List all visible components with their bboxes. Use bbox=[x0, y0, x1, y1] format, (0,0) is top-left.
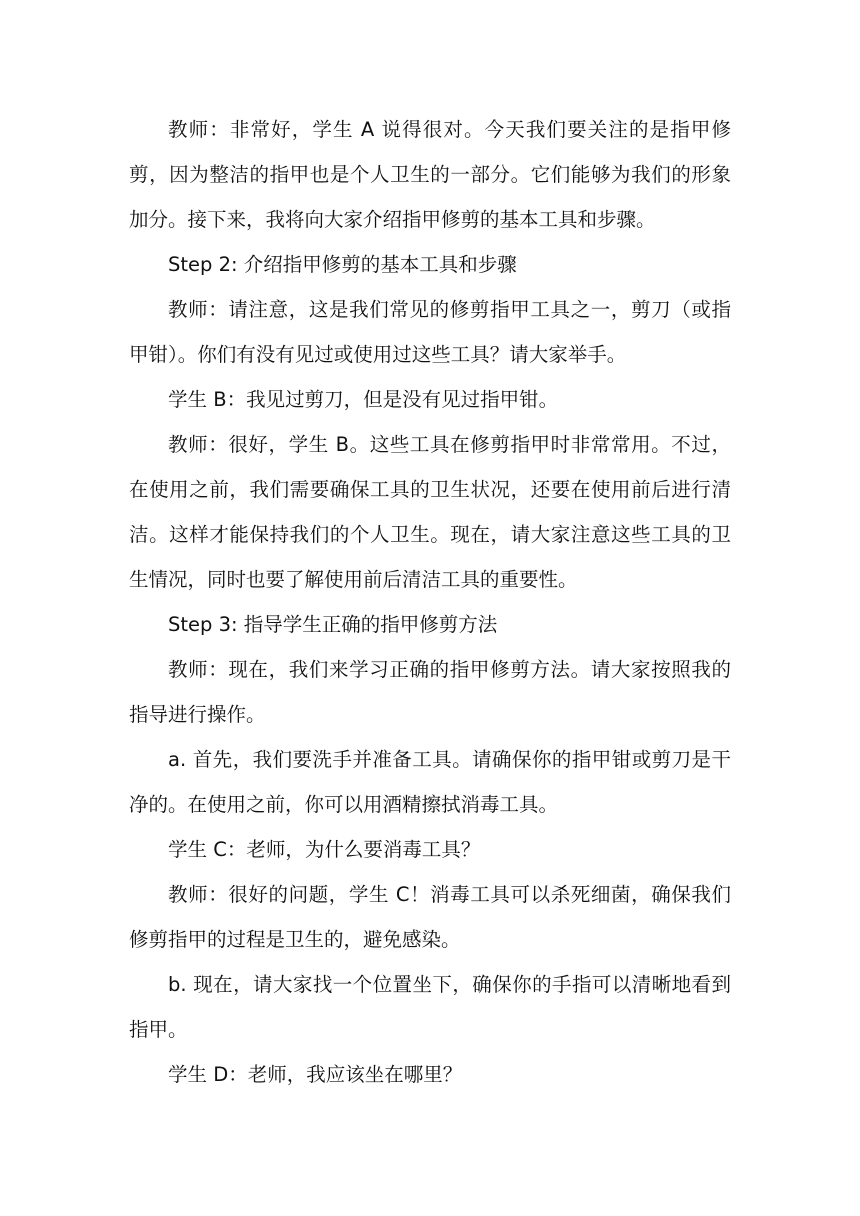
heading-step-2: Step 2: 介绍指甲修剪的基本工具和步骤 bbox=[168, 253, 517, 276]
paragraph-teacher-tools: 教师：请注意，这是我们常见的修剪指甲工具之一，剪刀（或指甲钳）。你们有没有见过或使用过这些工具？请大家举手。 bbox=[129, 298, 731, 366]
paragraph-teacher-method: 教师：现在，我们来学习正确的指甲修剪方法。请大家按照我的指导进行操作。 bbox=[129, 658, 731, 726]
paragraph-teacher-hygiene: 教师：很好，学生 B。这些工具在修剪指甲时非常常用。不过，在使用之前，我们需要确保工具的卫生状况，还要在使用前后进行清洁。这样才能保持我们的个人卫生。现在，请大家注意这些工具的卫生情况，同时也要了解使用前后清洁工具的重要性。 bbox=[129, 433, 731, 591]
paragraph-student-c: 学生 C：老师，为什么要消毒工具？ bbox=[168, 838, 481, 861]
paragraph-step-a: a. 首先，我们要洗手并准备工具。请确保你的指甲钳或剪刀是干净的。在使用之前，你可以用酒精擦拭消毒工具。 bbox=[129, 748, 731, 816]
paragraph-student-b: 学生 B：我见过剪刀，但是没有见过指甲钳。 bbox=[168, 388, 559, 411]
document-body bbox=[129, 107, 731, 1097]
paragraph-step-b: b. 现在，请大家找一个位置坐下，确保你的手指可以清晰地看到指甲。 bbox=[129, 973, 731, 1041]
paragraph-teacher-intro: 教师：非常好，学生 A 说得很对。今天我们要关注的是指甲修剪，因为整洁的指甲也是个人卫生的一部分。它们能够为我们的形象加分。接下来，我将向大家介绍指甲修剪的基本工具和步骤。 bbox=[129, 118, 731, 231]
paragraph-student-d: 学生 D：老师，我应该坐在哪里？ bbox=[168, 1063, 463, 1086]
heading-step-3: Step 3: 指导学生正确的指甲修剪方法 bbox=[168, 613, 498, 636]
paragraph-teacher-disinfect: 教师：很好的问题，学生 C！消毒工具可以杀死细菌，确保我们修剪指甲的过程是卫生的，避免感染。 bbox=[129, 883, 731, 951]
